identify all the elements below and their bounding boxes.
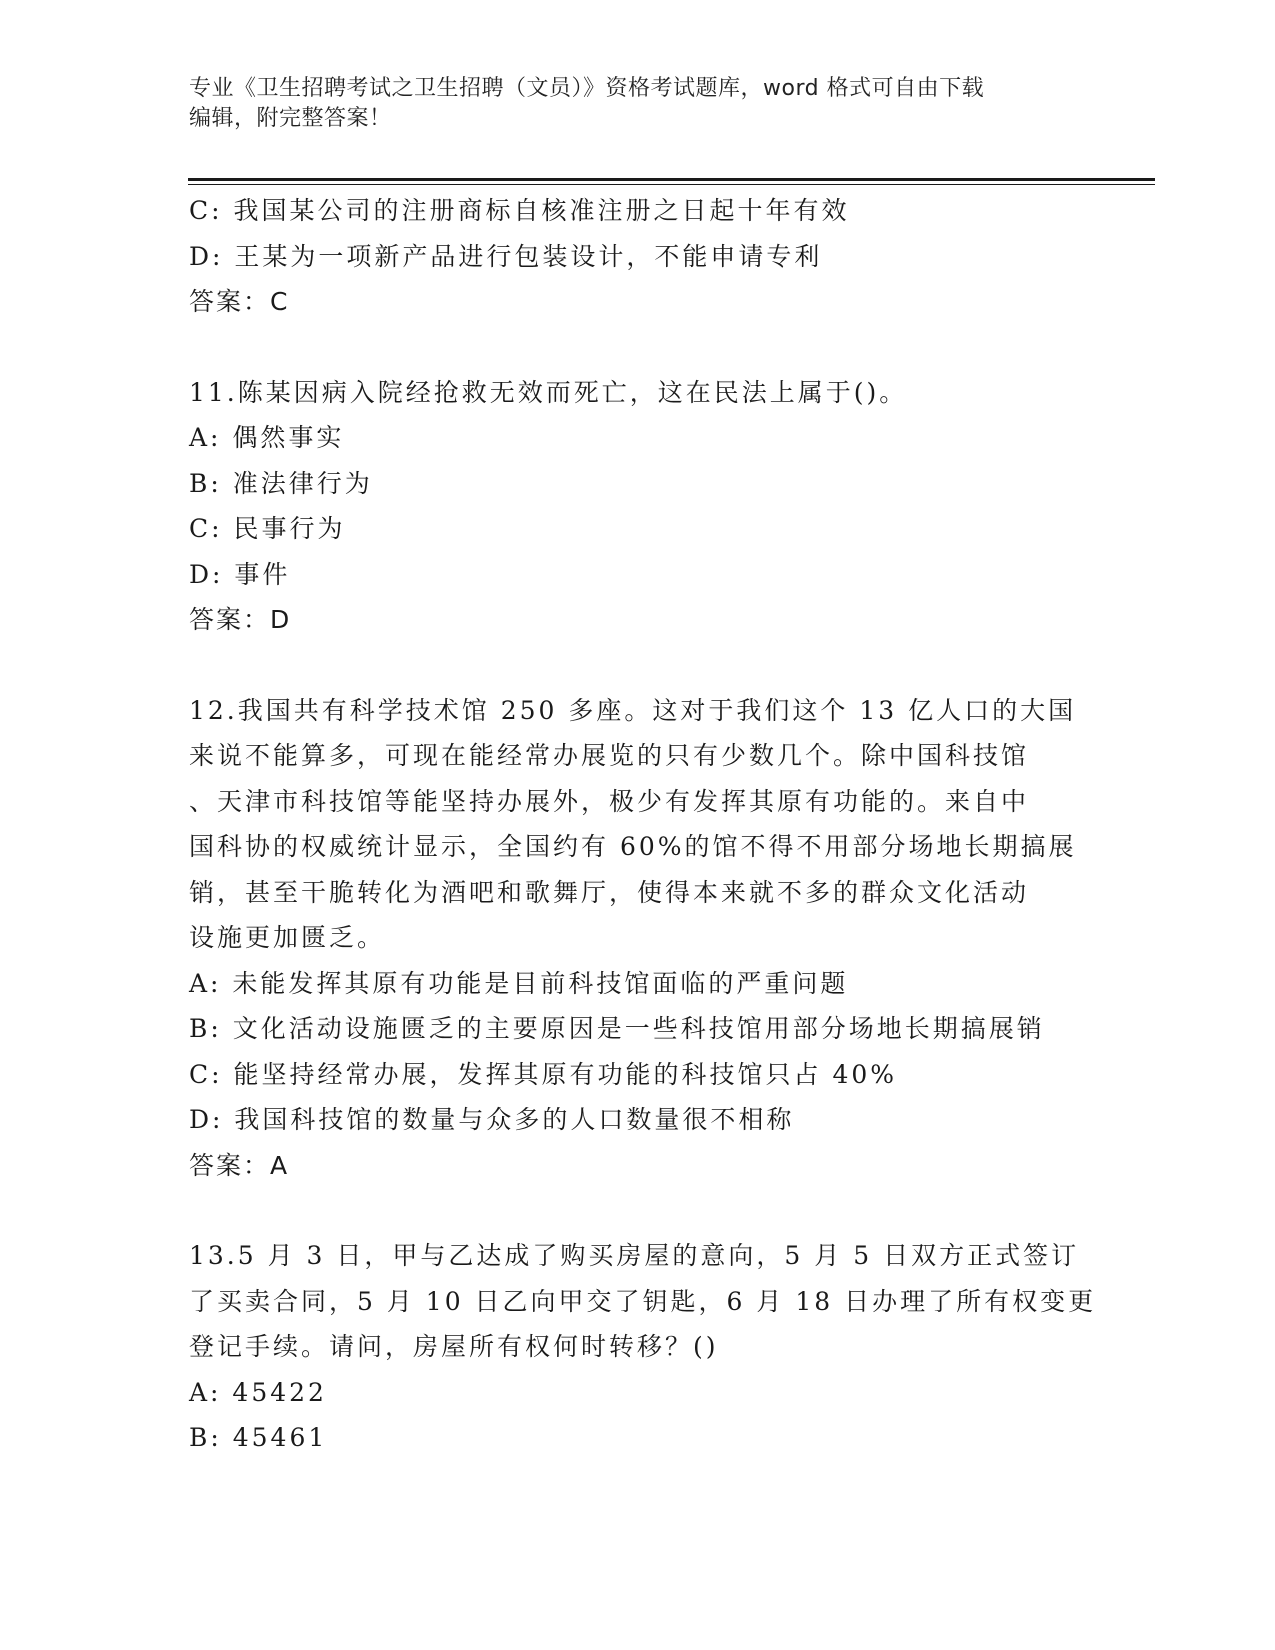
option-a: A: 未能发挥其原有功能是目前科技馆面临的严重问题 [189, 968, 849, 998]
question-12 [189, 688, 1089, 1189]
header-divider-thin [188, 184, 1155, 185]
question-text-line: 13.5 月 3 日，甲与乙达成了购买房屋的意向，5 月 5 日双方正式签订 [189, 1241, 1080, 1270]
question-text-line: 设施更加匮乏。 [189, 923, 386, 952]
option-a: A: 45422 [189, 1377, 327, 1407]
question-11 [189, 370, 1089, 643]
question-text-line: 来说不能算多，可现在能经常办展览的只有少数几个。除中国科技馆 [189, 741, 1030, 770]
question-text: 11.陈某因病入院经抢救无效而死亡，这在民法上属于()。 [189, 377, 908, 407]
question-list [189, 188, 1097, 1461]
question-text-line: 12.我国共有科学技术馆 250 多座。这对于我们这个 13 亿人口的大国 [189, 695, 1077, 725]
option-b: B: 45461 [189, 1423, 328, 1452]
option-b: B: 文化活动设施匮乏的主要原因是一些科技馆用部分场地长期搞展销 [189, 1014, 1045, 1043]
question-13 [189, 1233, 1097, 1461]
answer: 答案：A [189, 1150, 290, 1180]
answer: 答案：C [189, 287, 290, 316]
option-d: D: 王某为一项新产品进行包装设计，不能申请专利 [189, 241, 823, 271]
option-c: C: 我国某公司的注册商标自核准注册之日起十年有效 [189, 196, 850, 225]
option-b: B: 准法律行为 [189, 468, 373, 498]
option-a: A: 偶然事实 [189, 423, 345, 452]
option-c: C: 能坚持经常办展，发挥其原有功能的科技馆只占 40% [189, 1059, 898, 1089]
header-line-2: 编辑，附完整答案！ [189, 106, 392, 131]
question-text-line: 国科协的权威统计显示，全国约有 60%的馆不得不用部分场地长期搞展 [189, 832, 1077, 861]
option-d: D: 我国科技馆的数量与众多的人口数量很不相称 [189, 1105, 795, 1134]
question-10 [189, 188, 1089, 325]
spacer [189, 325, 1089, 370]
question-text-line: 、天津市科技馆等能坚持办展外，极少有发挥其原有功能的。来自中 [189, 786, 1030, 816]
question-text-line: 销，甚至干脆转化为酒吧和歌舞厅，使得本来就不多的群众文化活动 [189, 877, 1030, 907]
option-c: C: 民事行为 [189, 514, 346, 543]
document-header [189, 74, 1069, 134]
question-text-line: 了买卖合同，5 月 10 日乙向甲交了钥匙，6 月 18 日办理了所有权变更 [189, 1286, 1097, 1316]
header-line-1: 专业《卫生招聘考试之卫生招聘（文员）》资格考试题库，word 格式可自由下载 [189, 76, 985, 101]
answer: 答案：D [189, 605, 292, 634]
spacer [189, 643, 1089, 688]
spacer [189, 1188, 1089, 1233]
question-text-line: 登记手续。请问，房屋所有权何时转移？() [189, 1332, 719, 1361]
header-divider-thick [188, 178, 1155, 181]
option-d: D: 事件 [189, 559, 291, 589]
